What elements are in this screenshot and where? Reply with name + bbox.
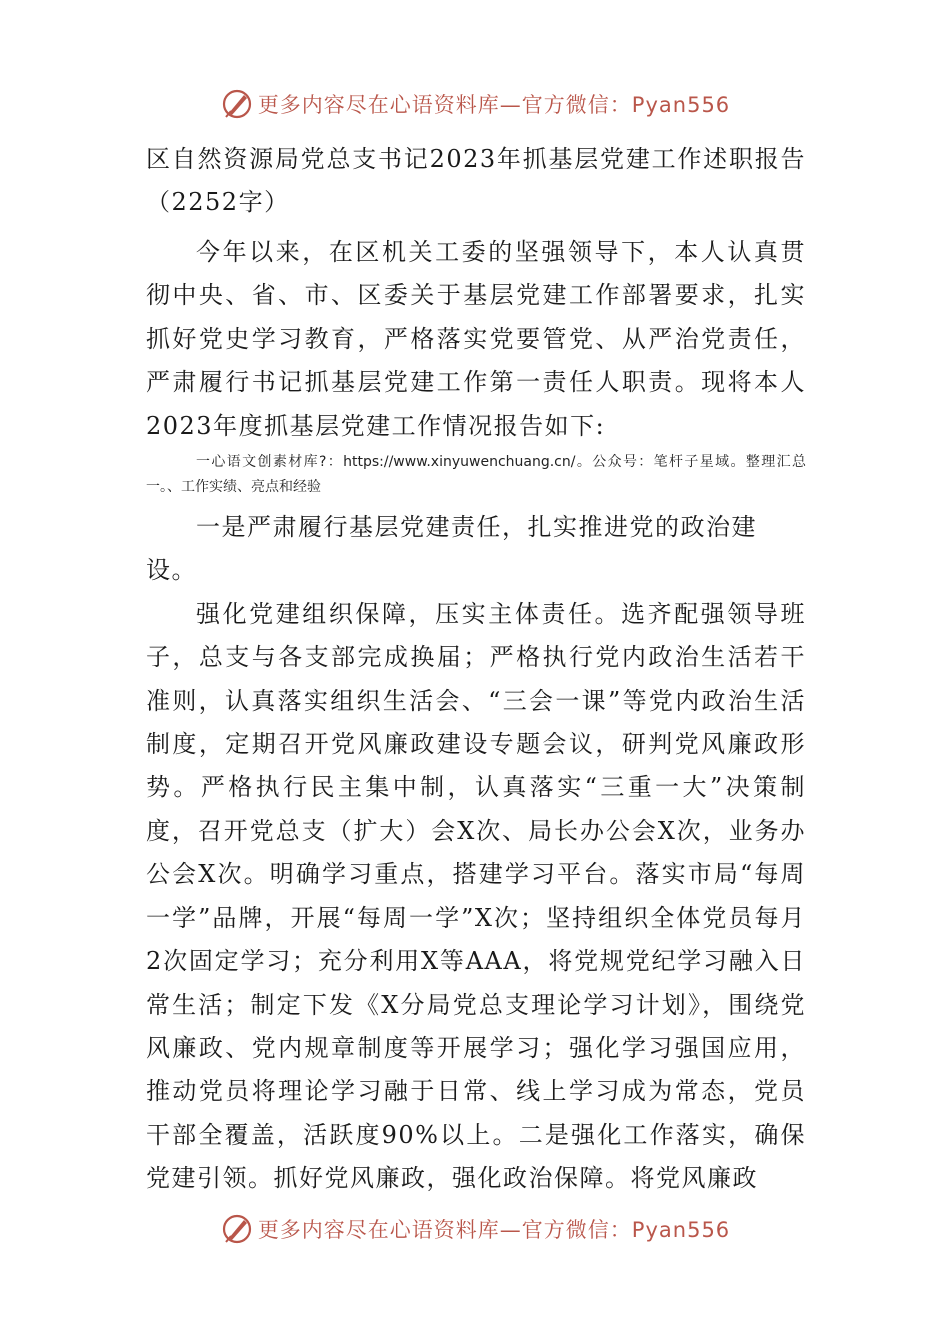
header-banner [0,84,950,124]
source-note: 一心语文创素材库?：https://www.xinyuwenchuang.cn/。公众号：笔杆子星域。整理汇总一。、工作实绩、亮点和经验 [146,454,806,496]
intro-paragraph: 今年以来，在区机关工委的坚强领导下，本人认真贯彻中央、省、市、区委关于基层党建工作部署要求，扎实抓好党史学习教育，严格落实党要管党、从严治党责任，严肃履行书记抓基层党建工作第一责任人职责。现将本人2023年度抓基层党建工作情况报告如下: [146,238,806,440]
section-heading: 一是严肃履行基层党建责任，扎实推进党的政治建设。 [146,513,757,585]
banner-text: 更多内容尽在心语资料库—官方微信：Pyan556 [257,93,731,117]
document-body [146,138,806,1201]
document-title: 区自然资源局党总支书记2023年抓基层党建工作述职报告（2252字） [146,145,806,216]
footer-banner [0,1209,950,1249]
quill-logo-icon [220,1212,254,1246]
banner-text: 更多内容尽在心语资料库—官方微信：Pyan556 [257,1218,731,1242]
body-paragraph: 强化党建组织保障，压实主体责任。选齐配强领导班子，总支与各支部完成换届；严格执行党内政治生活若干准则，认真落实组织生活会、“三会一课”等党内政治生活制度，定期召开党风廉政建设专题会议，研判党风廉政形势。严格执行民主集中制，认真落实“三重一大”决策制度，召开党总支（扩大）会X次、局长办公会X次，业务办公会X次。明确学习重点，搭建学习平台。落实市局“每周一学”品牌，开展“每周一学”X次；坚持组织全体党员每月2次固定学习；充分利用X等AAA，将党规党纪学习融入日常生活；制定下发《X分局党总支理论学习计划》，围绕党风廉政、党内规章制度等开展学习；强化学习强国应用，推动党员将理论学习融于日常、线上学习成为常态，党员干部全覆盖，活跃度90%以上。二是强化工作落实，确保党建引领。抓好党风廉政，强化政治保障。将党风廉政 [146,599,806,1193]
quill-logo-icon [220,87,254,121]
